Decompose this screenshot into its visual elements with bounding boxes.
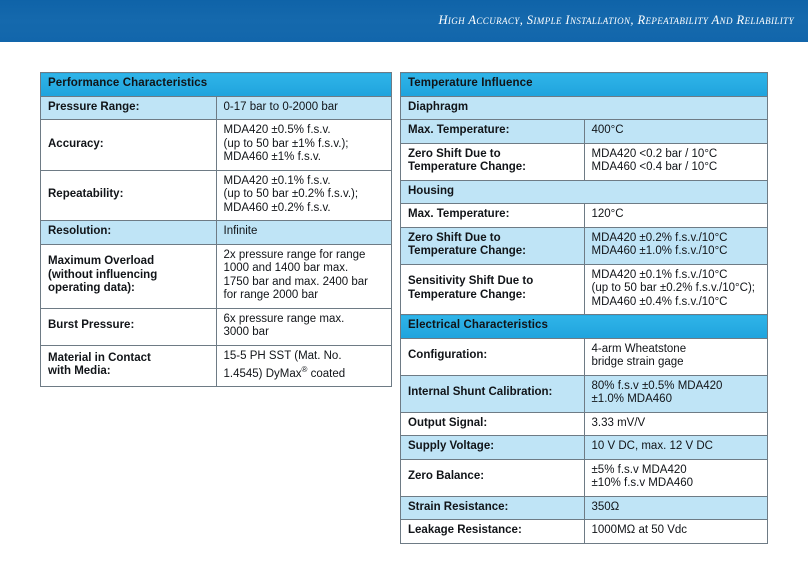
table-row [401, 520, 768, 544]
table-row [401, 496, 768, 520]
section-label: Housing [401, 180, 768, 204]
row-label: Leakage Resistance: [401, 520, 585, 544]
row-value: 1000MΩ at 50 Vdc [584, 520, 768, 544]
row-label: Zero Shift Due to Temperature Change: [401, 143, 585, 180]
row-value: 15-5 PH SST (Mat. No. 1.4545) DyMax® coated [216, 345, 392, 387]
row-label: Output Signal: [401, 412, 585, 436]
table-row [401, 96, 768, 120]
row-label: Max. Temperature: [401, 120, 585, 144]
table-row [401, 375, 768, 412]
table-row [41, 244, 392, 308]
row-label: Supply Voltage: [401, 436, 585, 460]
row-label: Burst Pressure: [41, 308, 217, 345]
table-row [41, 221, 392, 245]
table-row [41, 96, 392, 120]
table-row [41, 170, 392, 221]
table-row [41, 120, 392, 171]
table-row [41, 345, 392, 387]
section-label: Diaphragm [401, 96, 768, 120]
table-body-temperature [401, 73, 768, 315]
row-label: Zero Balance: [401, 459, 585, 496]
table-row [401, 143, 768, 180]
row-value: MDA420 ±0.1% f.s.v./10°C (up to 50 bar ±0.2% f.s.v./10°C); MDA460 ±0.4% f.s.v./10°C [584, 264, 768, 315]
table-row [401, 204, 768, 228]
row-value: Infinite [216, 221, 392, 245]
row-label: Sensitivity Shift Due to Temperature Change: [401, 264, 585, 315]
row-label: Internal Shunt Calibration: [401, 375, 585, 412]
row-label: Zero Shift Due to Temperature Change: [401, 227, 585, 264]
banner-tagline: High Accuracy, Simple Installation, Repeatability And Reliability [438, 13, 794, 27]
table-row [401, 264, 768, 315]
row-label: Resolution: [41, 221, 217, 245]
table-title: Electrical Characteristics [401, 315, 768, 339]
row-label: Material in Contact with Media: [41, 345, 217, 387]
table-header-row [41, 73, 392, 97]
row-value: 6x pressure range max. 3000 bar [216, 308, 392, 345]
table-row [401, 227, 768, 264]
table-header-row [401, 73, 768, 97]
row-label: Maximum Overload (without influencing operating data): [41, 244, 217, 308]
table-title: Performance Characteristics [41, 73, 392, 97]
table-row [401, 338, 768, 375]
row-label: Pressure Range: [41, 96, 217, 120]
table-row [401, 436, 768, 460]
table-row [401, 412, 768, 436]
page-banner [0, 0, 808, 42]
table-row [401, 120, 768, 144]
row-value: MDA420 <0.2 bar / 10°C MDA460 <0.4 bar / 10°C [584, 143, 768, 180]
table-row [401, 180, 768, 204]
row-value: 10 V DC, max. 12 V DC [584, 436, 768, 460]
table-electrical-characteristics [400, 314, 768, 544]
row-label: Strain Resistance: [401, 496, 585, 520]
row-value: 120°C [584, 204, 768, 228]
table-body-electrical [401, 315, 768, 544]
table-header-row [401, 315, 768, 339]
table-row [41, 308, 392, 345]
row-value: 0-17 bar to 0-2000 bar [216, 96, 392, 120]
row-value: 400°C [584, 120, 768, 144]
row-value: 4-arm Wheatstone bridge strain gage [584, 338, 768, 375]
row-label: Configuration: [401, 338, 585, 375]
table-title: Temperature Influence [401, 73, 768, 97]
table-body-performance [41, 73, 392, 387]
table-row [401, 459, 768, 496]
row-value: MDA420 ±0.1% f.s.v. (up to 50 bar ±0.2% f.s.v.); MDA460 ±0.2% f.s.v. [216, 170, 392, 221]
right-column [400, 72, 768, 544]
row-value: 3.33 mV/V [584, 412, 768, 436]
table-performance-characteristics [40, 72, 392, 387]
row-value: ±5% f.s.v MDA420 ±10% f.s.v MDA460 [584, 459, 768, 496]
row-label: Accuracy: [41, 120, 217, 171]
row-label: Repeatability: [41, 170, 217, 221]
row-value: 350Ω [584, 496, 768, 520]
row-label: Max. Temperature: [401, 204, 585, 228]
row-value: MDA420 ±0.2% f.s.v./10°C MDA460 ±1.0% f.s.v./10°C [584, 227, 768, 264]
table-temperature-influence [400, 72, 768, 315]
row-value: 80% f.s.v ±0.5% MDA420 ±1.0% MDA460 [584, 375, 768, 412]
row-value: MDA420 ±0.5% f.s.v. (up to 50 bar ±1% f.s.v.); MDA460 ±1% f.s.v. [216, 120, 392, 171]
row-value: 2x pressure range for range 1000 and 1400 bar max. 1750 bar and max. 2400 bar for range 2000 bar [216, 244, 392, 308]
left-column [40, 72, 392, 387]
